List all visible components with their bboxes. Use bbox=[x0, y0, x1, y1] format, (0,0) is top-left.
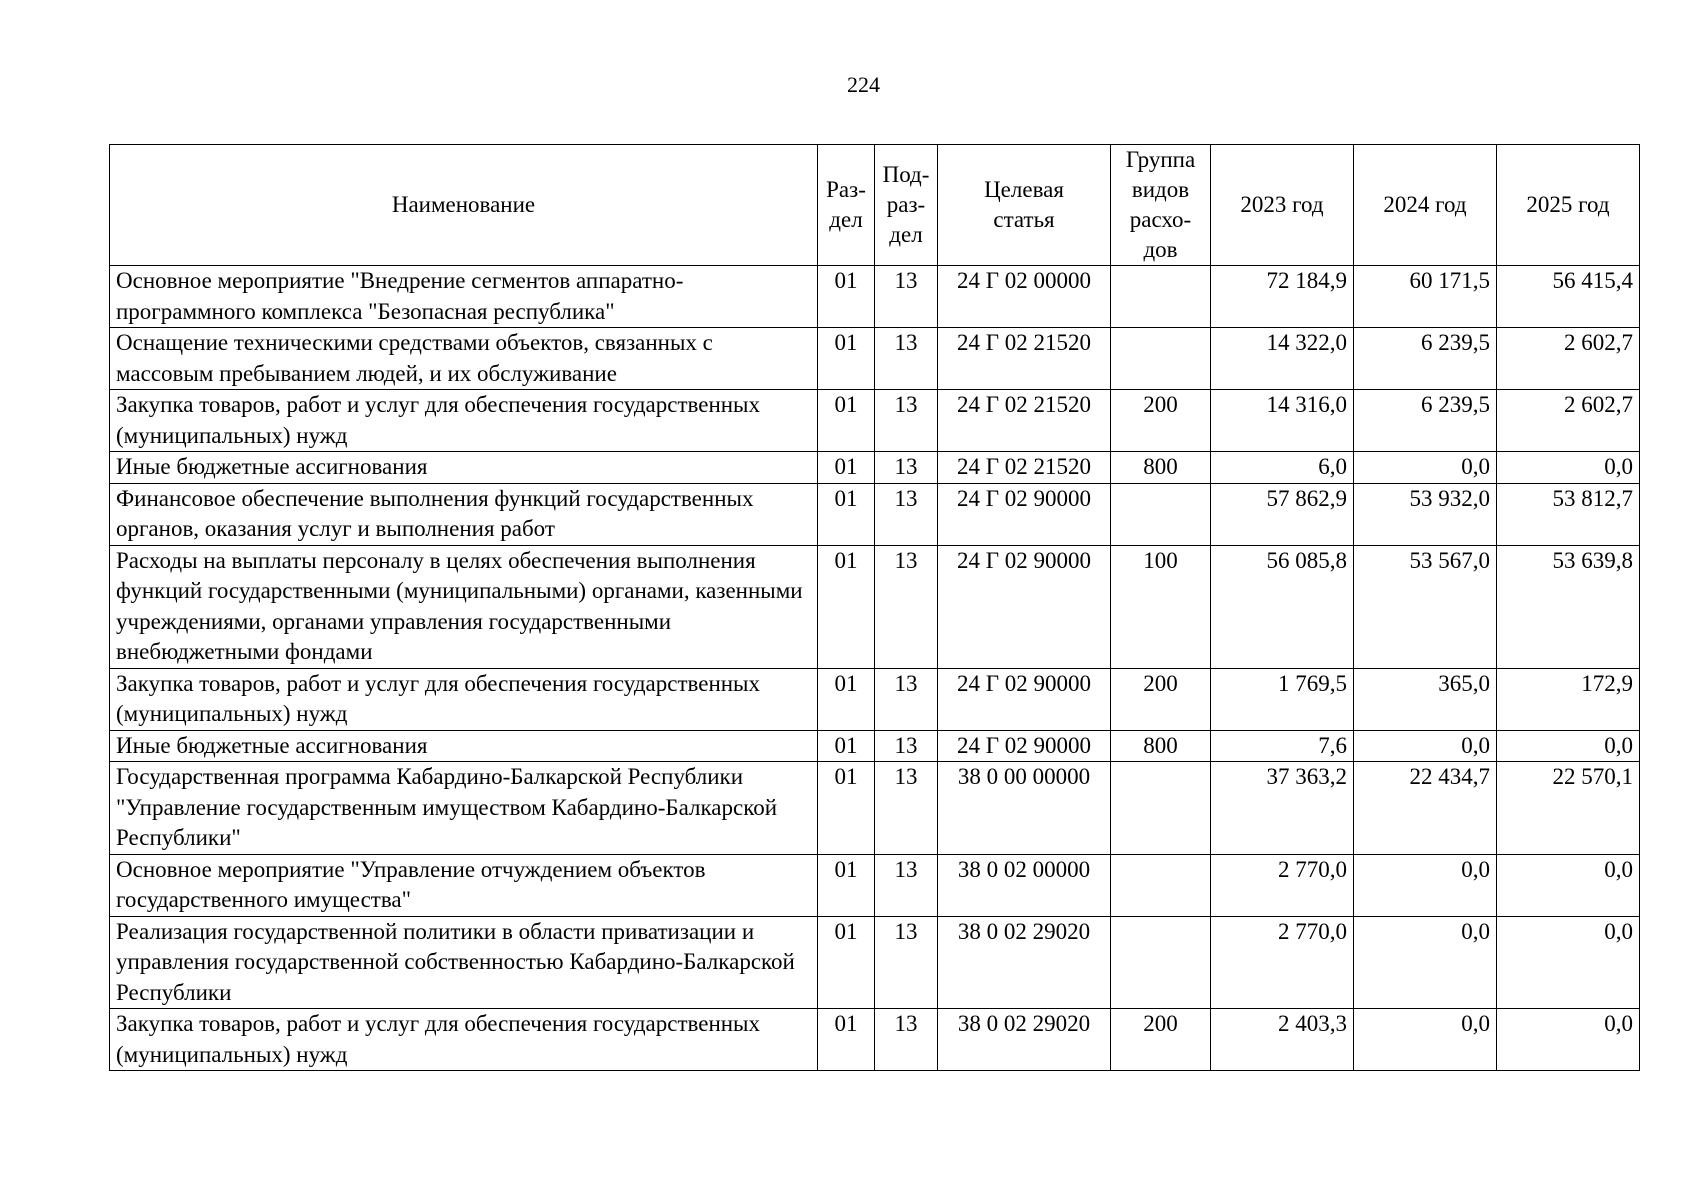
cell-podrazdel: 13 bbox=[875, 916, 938, 1009]
cell-2023: 6,0 bbox=[1211, 452, 1354, 484]
cell-2024: 0,0 bbox=[1354, 854, 1497, 916]
cell-target: 24 Г 02 90000 bbox=[938, 730, 1111, 762]
table-row bbox=[110, 668, 1640, 730]
cell-group bbox=[1111, 854, 1211, 916]
cell-2024: 53 567,0 bbox=[1354, 545, 1497, 668]
cell-2024: 22 434,7 bbox=[1354, 762, 1497, 855]
cell-group bbox=[1111, 916, 1211, 1009]
table-row bbox=[110, 266, 1640, 328]
cell-2025: 22 570,1 bbox=[1497, 762, 1640, 855]
cell-2023: 57 862,9 bbox=[1211, 483, 1354, 545]
cell-2025: 0,0 bbox=[1497, 1009, 1640, 1071]
cell-group bbox=[1111, 762, 1211, 855]
cell-target: 24 Г 02 21520 bbox=[938, 328, 1111, 390]
cell-2023: 1 769,5 bbox=[1211, 668, 1354, 730]
cell-target: 24 Г 02 21520 bbox=[938, 390, 1111, 452]
cell-group: 200 bbox=[1111, 668, 1211, 730]
cell-group bbox=[1111, 328, 1211, 390]
cell-group: 200 bbox=[1111, 390, 1211, 452]
cell-razdel: 01 bbox=[818, 916, 875, 1009]
header-target: Целевая статья bbox=[938, 145, 1111, 266]
cell-name: Финансовое обеспечение выполнения функций государственных органов, оказания услуг и выполнения работ bbox=[110, 483, 818, 545]
cell-razdel: 01 bbox=[818, 328, 875, 390]
cell-razdel: 01 bbox=[818, 266, 875, 328]
cell-group: 800 bbox=[1111, 452, 1211, 484]
cell-name: Основное мероприятие "Управление отчуждением объектов государственного имущества" bbox=[110, 854, 818, 916]
cell-podrazdel: 13 bbox=[875, 266, 938, 328]
table-row bbox=[110, 1009, 1640, 1071]
cell-group: 200 bbox=[1111, 1009, 1211, 1071]
cell-target: 38 0 02 29020 bbox=[938, 916, 1111, 1009]
page-number: 224 bbox=[847, 72, 880, 97]
cell-2023: 2 770,0 bbox=[1211, 916, 1354, 1009]
cell-razdel: 01 bbox=[818, 390, 875, 452]
cell-name: Иные бюджетные ассигнования bbox=[110, 730, 818, 762]
cell-podrazdel: 13 bbox=[875, 730, 938, 762]
table-header-row bbox=[110, 145, 1640, 266]
table-row bbox=[110, 730, 1640, 762]
cell-2023: 2 403,3 bbox=[1211, 1009, 1354, 1071]
cell-target: 24 Г 02 21520 bbox=[938, 452, 1111, 484]
cell-razdel: 01 bbox=[818, 545, 875, 668]
cell-target: 38 0 02 29020 bbox=[938, 1009, 1111, 1071]
cell-podrazdel: 13 bbox=[875, 545, 938, 668]
cell-name: Закупка товаров, работ и услуг для обеспечения государственных (муниципальных) нужд bbox=[110, 668, 818, 730]
cell-2025: 2 602,7 bbox=[1497, 328, 1640, 390]
cell-2025: 0,0 bbox=[1497, 854, 1640, 916]
cell-2023: 2 770,0 bbox=[1211, 854, 1354, 916]
cell-name: Расходы на выплаты персоналу в целях обеспечения выполнения функций государственными (муниципальными) органами, казенными учреждениями, органами управления государственными внебюджетными фондами bbox=[110, 545, 818, 668]
cell-2025: 0,0 bbox=[1497, 452, 1640, 484]
cell-2025: 53 812,7 bbox=[1497, 483, 1640, 545]
cell-podrazdel: 13 bbox=[875, 854, 938, 916]
cell-podrazdel: 13 bbox=[875, 1009, 938, 1071]
cell-target: 24 Г 02 00000 bbox=[938, 266, 1111, 328]
cell-2024: 0,0 bbox=[1354, 916, 1497, 1009]
cell-target: 38 0 00 00000 bbox=[938, 762, 1111, 855]
cell-2023: 7,6 bbox=[1211, 730, 1354, 762]
header-2023: 2023 год bbox=[1211, 145, 1354, 266]
cell-2024: 6 239,5 bbox=[1354, 328, 1497, 390]
cell-razdel: 01 bbox=[818, 1009, 875, 1071]
header-razdel: Раз- дел bbox=[818, 145, 875, 266]
cell-2025: 172,9 bbox=[1497, 668, 1640, 730]
header-podrazdel: Под- раз- дел bbox=[875, 145, 938, 266]
cell-target: 24 Г 02 90000 bbox=[938, 668, 1111, 730]
header-group: Группа видов расхо- дов bbox=[1111, 145, 1211, 266]
cell-2024: 0,0 bbox=[1354, 452, 1497, 484]
header-name: Наименование bbox=[110, 145, 818, 266]
cell-2024: 0,0 bbox=[1354, 1009, 1497, 1071]
cell-2025: 53 639,8 bbox=[1497, 545, 1640, 668]
cell-2025: 2 602,7 bbox=[1497, 390, 1640, 452]
cell-name: Оснащение техническими средствами объектов, связанных с массовым пребыванием людей, и их обслуживание bbox=[110, 328, 818, 390]
cell-name: Государственная программа Кабардино-Балкарской Республики "Управление государственным имуществом Кабардино-Балкарской Республики" bbox=[110, 762, 818, 855]
cell-target: 38 0 02 00000 bbox=[938, 854, 1111, 916]
cell-razdel: 01 bbox=[818, 730, 875, 762]
cell-group bbox=[1111, 483, 1211, 545]
cell-2023: 56 085,8 bbox=[1211, 545, 1354, 668]
cell-group: 100 bbox=[1111, 545, 1211, 668]
cell-podrazdel: 13 bbox=[875, 452, 938, 484]
budget-table bbox=[109, 144, 1640, 1071]
cell-2023: 14 316,0 bbox=[1211, 390, 1354, 452]
cell-group: 800 bbox=[1111, 730, 1211, 762]
cell-podrazdel: 13 bbox=[875, 668, 938, 730]
header-2025: 2025 год bbox=[1497, 145, 1640, 266]
table-row bbox=[110, 390, 1640, 452]
cell-2023: 14 322,0 bbox=[1211, 328, 1354, 390]
cell-2025: 56 415,4 bbox=[1497, 266, 1640, 328]
cell-podrazdel: 13 bbox=[875, 328, 938, 390]
cell-name: Иные бюджетные ассигнования bbox=[110, 452, 818, 484]
table-row bbox=[110, 328, 1640, 390]
cell-razdel: 01 bbox=[818, 854, 875, 916]
cell-2024: 60 171,5 bbox=[1354, 266, 1497, 328]
cell-razdel: 01 bbox=[818, 762, 875, 855]
table-row bbox=[110, 916, 1640, 1009]
cell-2023: 72 184,9 bbox=[1211, 266, 1354, 328]
cell-2024: 365,0 bbox=[1354, 668, 1497, 730]
cell-target: 24 Г 02 90000 bbox=[938, 545, 1111, 668]
cell-podrazdel: 13 bbox=[875, 762, 938, 855]
table-row bbox=[110, 545, 1640, 668]
cell-razdel: 01 bbox=[818, 668, 875, 730]
cell-2024: 6 239,5 bbox=[1354, 390, 1497, 452]
cell-2025: 0,0 bbox=[1497, 916, 1640, 1009]
cell-group bbox=[1111, 266, 1211, 328]
cell-2025: 0,0 bbox=[1497, 730, 1640, 762]
table-row bbox=[110, 854, 1640, 916]
cell-name: Закупка товаров, работ и услуг для обеспечения государственных (муниципальных) нужд bbox=[110, 1009, 818, 1071]
cell-name: Реализация государственной политики в области приватизации и управления государственной собственностью Кабардино-Балкарской Республики bbox=[110, 916, 818, 1009]
cell-razdel: 01 bbox=[818, 452, 875, 484]
header-2024: 2024 год bbox=[1354, 145, 1497, 266]
cell-podrazdel: 13 bbox=[875, 390, 938, 452]
cell-2024: 0,0 bbox=[1354, 730, 1497, 762]
cell-2023: 37 363,2 bbox=[1211, 762, 1354, 855]
table-row bbox=[110, 452, 1640, 484]
cell-razdel: 01 bbox=[818, 483, 875, 545]
cell-podrazdel: 13 bbox=[875, 483, 938, 545]
table-row bbox=[110, 483, 1640, 545]
table-row bbox=[110, 762, 1640, 855]
cell-target: 24 Г 02 90000 bbox=[938, 483, 1111, 545]
cell-name: Основное мероприятие "Внедрение сегментов аппаратно-программного комплекса "Безопасная республика" bbox=[110, 266, 818, 328]
cell-2024: 53 932,0 bbox=[1354, 483, 1497, 545]
cell-name: Закупка товаров, работ и услуг для обеспечения государственных (муниципальных) нужд bbox=[110, 390, 818, 452]
